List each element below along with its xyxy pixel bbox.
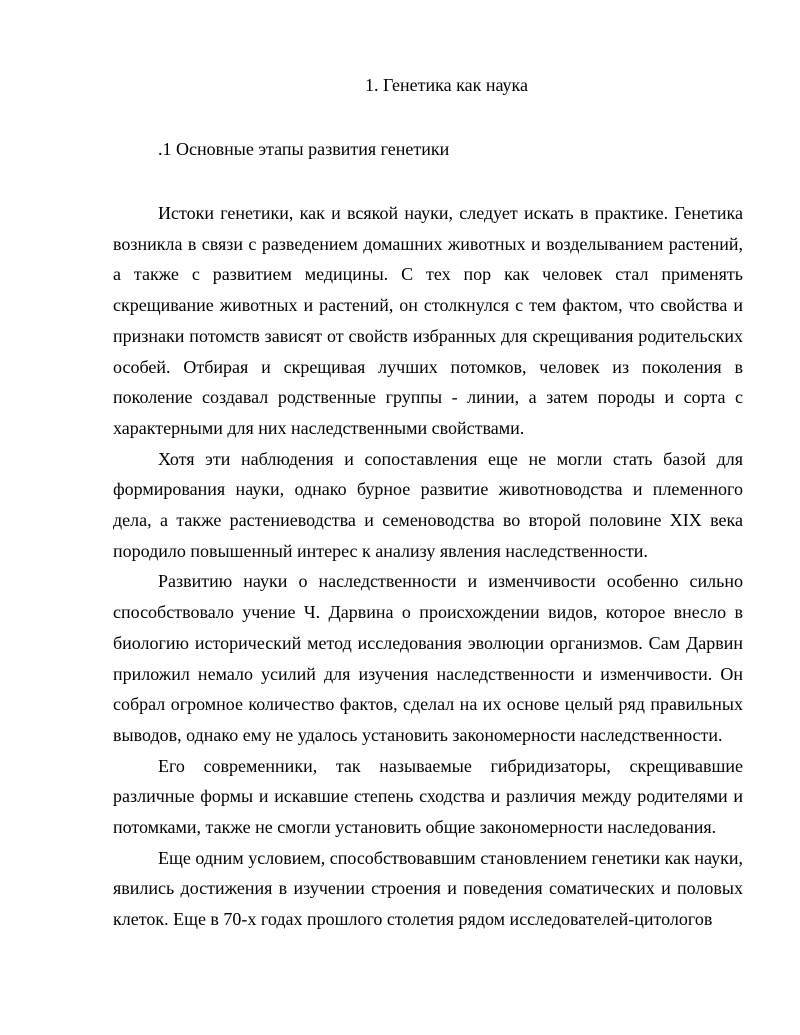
paragraph: Истоки генетики, как и всякой науки, следует искать в практике. Генетика возникла в связи с разведением домашних животных и возделыванием растений, а также с развитием медицины. С тех пор как человек стал применять скрещивание животных и растений, он столкнулся с тем фактом, что свойства и признаки потомств зависят от свойств избранных для скрещивания родительских особей. Отбирая и скрещивая лучших потомков, человек из поколения в поколение создавал родственные группы - линии, а затем породы и сорта с характерными для них наследственными свойствами. [113, 203, 743, 438]
paragraph: Его современники, так называемые гибридизаторы, скрещивавшие различные формы и искавшие степень сходства и различия между родителями и потомками, также не смогли установить общие закономерности наследования. [113, 755, 743, 838]
paragraph: Развитию науки о наследственности и изменчивости особенно сильно способствовало учение Ч. Дарвина о происхождении видов, которое внесло в биологию исторический метод исследования эволюции организмов. Сам Дарвин приложил немало усилий для изучения наследственности и изменчивости. Он собрал огромное количество фактов, сделал на их основе целый ряд правильных выводов, однако ему не удалось установить закономерности наследственности. [113, 571, 743, 745]
section-heading: .1 Основные этапы развития генетики [158, 139, 450, 159]
chapter-heading: 1. Генетика как наука [365, 75, 528, 95]
body-text [113, 198, 743, 935]
paragraph: Хотя эти наблюдения и сопоставления еще не могли стать базой для формирования науки, однако бурное развитие животноводства и племенного дела, а также растениеводства и семеноводства во второй половине XIX века породило повышенный интерес к анализу явления наследственности. [113, 448, 743, 561]
paragraph: Еще одним условием, способствовавшим становлением генетики как науки, явились достижения в изучении строения и поведения соматических и половых клеток. Еще в 70-х годах прошлого столетия рядом исследователей-цитологов [113, 847, 743, 930]
